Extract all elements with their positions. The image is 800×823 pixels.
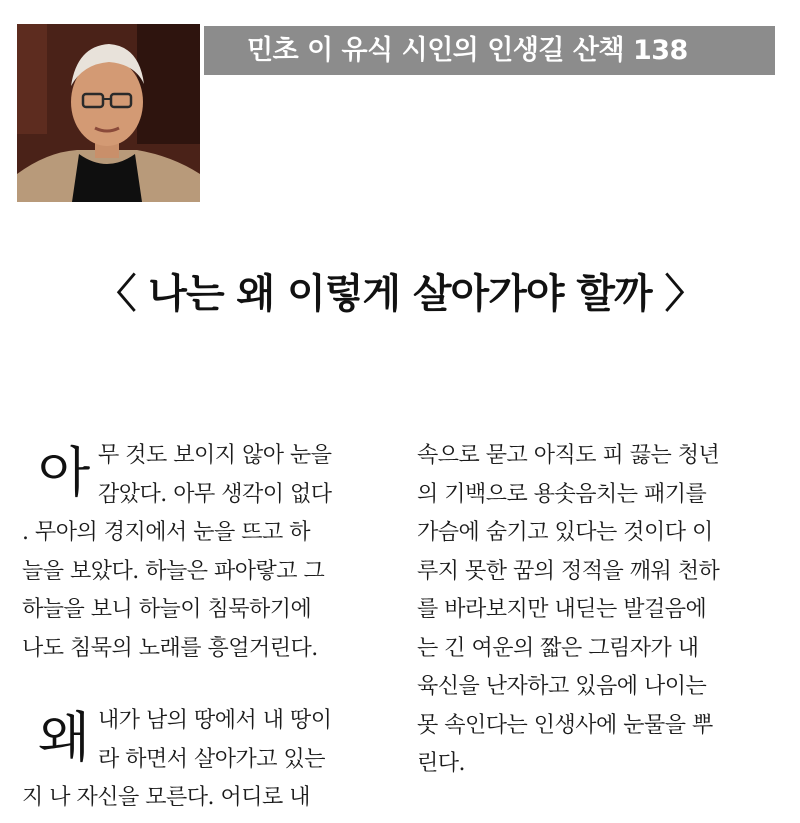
text-line: 감았다. 아무 생각이 없다 bbox=[98, 481, 332, 507]
text-line: . 무아의 경지에서 눈을 뜨고 하 bbox=[22, 520, 310, 545]
text-line: 육신을 난자하고 있음에 나이는 bbox=[417, 674, 707, 699]
author-photo bbox=[17, 24, 200, 202]
text-line: 루지 못한 꿈의 정적을 깨워 천하 bbox=[417, 558, 720, 584]
text-line: 못 속인다는 인생사에 눈물을 뿌 bbox=[417, 712, 713, 738]
text-line: 늘을 보았다. 하늘은 파아랗고 그 bbox=[22, 558, 325, 584]
text-line: 가슴에 숨기고 있다는 것이다 이 bbox=[417, 520, 713, 545]
text-line: 무 것도 보이지 않아 눈을 bbox=[98, 443, 332, 468]
text-line: 의 기백으로 용솟음치는 패기를 bbox=[417, 481, 707, 507]
series-title: 민초 이 유식 시인의 인생길 산책 138 bbox=[247, 35, 688, 66]
article-title: 〈 나는 왜 이렇게 살아가야 할까 〉 bbox=[96, 271, 704, 317]
text-line: 나도 침묵의 노래를 흥얼거린다. bbox=[22, 635, 318, 661]
paragraph-1 bbox=[22, 437, 392, 668]
text-line: 내가 남의 땅에서 내 땅이 bbox=[98, 708, 332, 733]
text-line: 속으로 묻고 아직도 피 끓는 청년 bbox=[417, 443, 720, 468]
text-line: 는 긴 여운의 짧은 그림자가 내 bbox=[417, 635, 699, 661]
right-column bbox=[417, 437, 787, 784]
text-line: 지 나 자신을 모른다. 어디로 내 bbox=[22, 785, 310, 810]
paragraph-2 bbox=[22, 702, 392, 818]
drop-cap: 왜 bbox=[38, 706, 90, 769]
column-series-header bbox=[204, 26, 775, 75]
left-column bbox=[22, 437, 392, 818]
drop-cap: 아 bbox=[38, 441, 90, 504]
author-portrait-illustration bbox=[17, 24, 200, 202]
text-line: 라 하면서 살아가고 있는 bbox=[98, 746, 326, 772]
text-line: 를 바라보지만 내딛는 발걸음에 bbox=[417, 597, 707, 622]
text-line: 린다. bbox=[417, 751, 465, 776]
text-line: 하늘을 보니 하늘이 침묵하기에 bbox=[22, 597, 312, 622]
